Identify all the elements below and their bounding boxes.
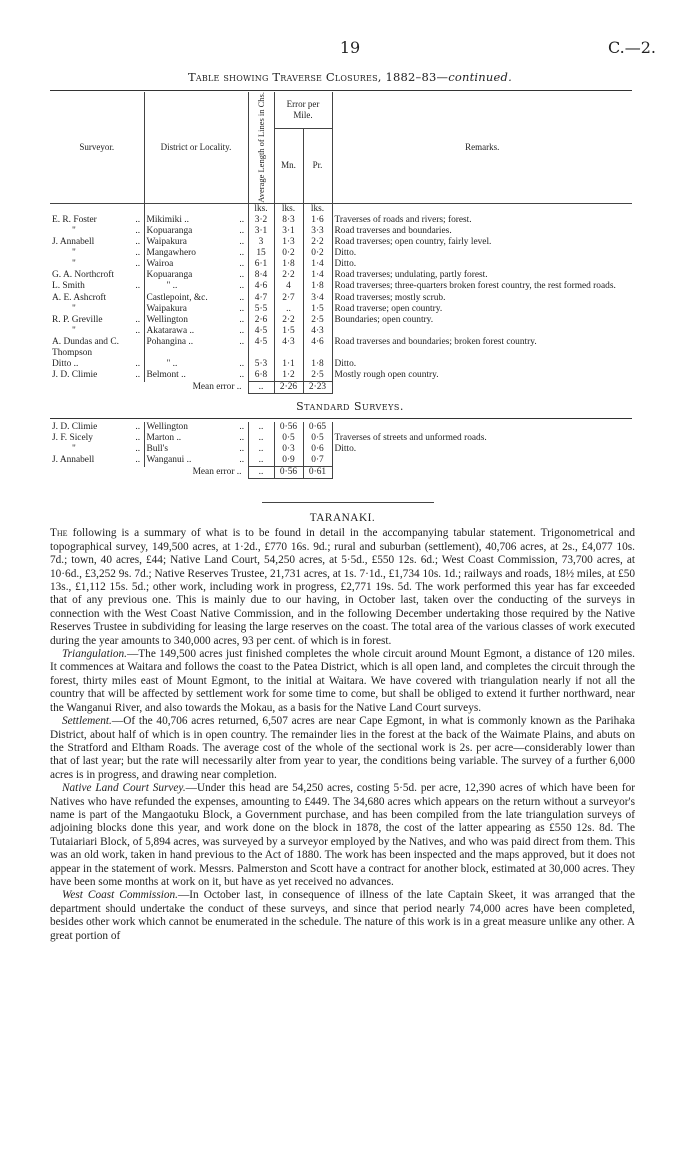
cell-surveyor: J. D. Climie [52,370,98,381]
cell-surveyor: R. P. Greville [52,314,103,325]
cell-surveyor: " [72,325,76,336]
cell-remarks: Ditto. [332,248,632,259]
col-surveyor: Surveyor. [50,92,144,203]
cell-remarks: Traverses of roads and rivers; forest. [332,215,632,226]
cell-pr: 2·2 [303,237,332,248]
cell-avg: .. [248,433,274,444]
std-mean-label: Mean error .. [192,466,242,477]
cell-dd: .. [239,433,245,444]
cell-remarks: Road traverses; undulating, partly forest. [332,270,632,281]
cell-dd: .. [239,422,245,432]
cell-remarks: Road traverses; three-quarters broken forest country, the rest formed roads. [332,281,632,292]
table-row [50,203,632,215]
table-row [50,455,632,467]
cell-sd: .. [135,455,141,466]
cell-remarks: Traverses of streets and unformed roads. [332,433,632,444]
cell-mn: 2·7 [274,293,303,304]
cell-avg: 4·5 [248,326,274,337]
cell-avg: 4·7 [248,293,274,304]
cell-district: " .. [144,359,236,370]
section-divider [262,502,434,503]
cell-remarks: Boundaries; open country. [332,315,632,326]
cell-mn: 1·3 [274,237,303,248]
cell-pr: 1·6 [303,215,332,226]
standard-top-rule [50,418,632,419]
table-top-rule [50,90,632,91]
cell-dd: .. [239,292,245,303]
table-row [50,226,632,237]
cell-mn: 1·2 [274,370,303,382]
cell-sd: .. [135,422,141,432]
cell-surveyor: G. A. Northcroft [52,270,114,281]
cell-pr: 1·4 [303,270,332,281]
std-mean-avg: .. [248,467,274,479]
cell-remarks: Mostly rough open country. [332,370,632,382]
cell-surveyor: E. R. Foster [52,214,97,225]
cell-surveyor: " [72,248,76,259]
cell-mn: 0·56 [274,422,303,433]
cell-avg: .. [248,444,274,455]
table-row [50,293,632,304]
cell-district [144,203,236,215]
table-row [50,304,632,315]
document-reference: C.—2. [607,38,656,57]
cell-dd: .. [239,270,245,281]
cell-avg: 2·6 [248,315,274,326]
table-row [50,370,632,382]
col-average-length [248,92,274,203]
cell-remarks [332,422,632,433]
cell-sd: .. [135,214,141,225]
cell-mn: 2·2 [274,270,303,281]
cell-surveyor: A. Dundas and C. Thompson [52,336,119,359]
standard-mean-row [50,467,632,479]
std-mean-pr: 0·61 [303,467,332,479]
cell-surveyor: A. E. Ashcroft [52,292,107,303]
cell-dd: .. [239,325,245,336]
cell-district: Kopuaranga [144,270,236,281]
cell-remarks [332,203,632,215]
table-row [50,422,632,433]
cell-district: Belmont .. [144,370,236,382]
cell-pr: 1·8 [303,281,332,292]
cell-pr: 2·5 [303,315,332,326]
cell-pr: 0·6 [303,444,332,455]
cell-district: Pohangina .. [144,337,236,359]
cell-mn: 4·3 [274,337,303,359]
cell-sd: .. [135,237,141,248]
cell-mn: 1·8 [274,259,303,270]
cell-avg: 3 [248,237,274,248]
mean-pr: 2·23 [303,382,332,394]
cell-remarks: Road traverses and boundaries. [332,226,632,237]
cell-sd [132,293,144,304]
cell-mn: 4 [274,281,303,292]
cell-dd [236,203,248,215]
cell-sd: .. [135,248,141,259]
cell-district: Wanganui .. [144,455,236,467]
table-title [0,70,700,84]
table-row [50,359,632,370]
cell-sd [132,203,144,215]
cell-sd: .. [135,259,141,270]
col-mn: Mn. [274,129,303,204]
cell-remarks [332,326,632,337]
cell-avg: .. [248,422,274,433]
cell-district: Mikimiki .. [144,215,236,226]
cell-surveyor: " [72,259,76,270]
cell-pr: 4·3 [303,326,332,337]
cell-surveyor: J. Annabell [52,237,95,248]
cell-sd [132,337,144,359]
table-row [50,259,632,270]
cell-district: Mangawhero [144,248,236,259]
col-average-length-label: Average Length of Lines in Chs. [255,92,266,203]
cell-mn: 1·5 [274,326,303,337]
cell-pr: 1·5 [303,304,332,315]
cell-pr: 0·65 [303,422,332,433]
cell-district: Kopuaranga [144,226,236,237]
standard-rows [50,422,632,467]
cell-surveyor: J. Annabell [52,455,95,466]
traverse-rows [50,203,632,382]
mean-label: Mean error .. [192,381,242,392]
table-title-prefix: Table showing Traverse Closures, 1882–83— [188,70,449,84]
cell-sd: .. [135,370,141,381]
cell-dd: .. [239,237,245,248]
cell-district: Waipakura [144,237,236,248]
col-remarks: Remarks. [332,92,632,203]
cell-mn: 1·1 [274,359,303,370]
cell-district: Wairoa [144,259,236,270]
cell-mn: 3·1 [274,226,303,237]
cell-dd: .. [239,225,245,236]
cell-sd: .. [135,225,141,236]
cell-remarks: Ditto. [332,359,632,370]
cell-avg: lks. [248,203,274,215]
cell-remarks: Ditto. [332,259,632,270]
table-row [50,215,632,226]
cell-surveyor: L. Smith [52,281,85,292]
cell-surveyor: " [72,444,76,455]
cell-pr: 1·8 [303,359,332,370]
cell-dd: .. [239,314,245,325]
cell-sd: .. [135,444,141,455]
table-row [50,281,632,292]
cell-dd: .. [239,259,245,270]
cell-avg: 4·6 [248,281,274,292]
cell-avg: 5·5 [248,304,274,315]
standard-surveys-title: Standard Surveys. [296,400,404,413]
table-row [50,444,632,455]
cell-district: Wellington [144,315,236,326]
cell-remarks [332,455,632,467]
cell-sd [132,304,144,315]
cell-avg: 15 [248,248,274,259]
cell-mn: 2·2 [274,315,303,326]
table-row [50,433,632,444]
traverse-mean-row [50,382,632,394]
cell-surveyor: Ditto .. [52,359,79,370]
taranaki-paragraph-settlement: Settlement.—Of the 40,706 acres returned, 6,507 acres are near Cape Egmont, in what is commonly known as the Parihaka District, about half of which is in open country. The remainder lies in the forest at the back of the Waimate Plains, and abuts on the Stratford and Eltham Roads. The average cost of the whole of the sectional work is 2s. per acre—considerably lower than that of last year; but the rate will necessarily alter from year to year, the conditions being variable. The survey of a further 6,000 acres is in progress, and drawing near completion. [50,715,635,781]
cell-district: Bull's [144,444,236,455]
cell-avg: 6·8 [248,370,274,382]
cell-surveyor: " [72,225,76,236]
traverse-closures-table [50,92,632,394]
cell-district: Castlepoint, &c. [144,293,236,304]
cell-remarks: Road traverses and boundaries; broken forest country. [332,337,632,359]
std-mean-mn: 0·56 [274,467,303,479]
cell-dd: .. [239,455,245,466]
cell-pr: 1·4 [303,259,332,270]
cell-district: Marton .. [144,433,236,444]
cell-mn: 8·3 [274,215,303,226]
cell-surveyor: " [72,303,76,314]
cell-dd: .. [239,248,245,259]
cell-remarks: Road traverses; mostly scrub. [332,293,632,304]
cell-sd: .. [135,359,141,370]
cell-sd: .. [135,325,141,336]
cell-avg: 4·5 [248,337,274,359]
cell-avg: 5·3 [248,359,274,370]
cell-pr: 3·3 [303,226,332,237]
cell-district: " .. [144,281,236,292]
cell-pr: 0·2 [303,248,332,259]
cell-mn: lks. [274,203,303,215]
cell-sd: .. [135,314,141,325]
cell-pr: 4·6 [303,337,332,359]
cell-avg: 3·2 [248,215,274,226]
cell-pr: 3·4 [303,293,332,304]
table-row [50,326,632,337]
cell-dd: .. [239,303,245,314]
cell-avg: .. [248,455,274,467]
taranaki-paragraph-summary: The following is a summary of what is to be found in detail in the accompanying tabular statement. Trigonometrical and topographical survey, 149,500 acres, at 1·2d., £770 16s. 9d.; rural and suburban (settlement), 40,706 acres, at 2s., £4,077 10s. 7d.; town, 40 acres, £44; Native Land Court, 54,250 acres, at 5·5d., £550 12s. 6d.; West Coast Commission, 73,700 acres, at 10·6d., £3,252 9s. 7d.; Native Reserves Trustee, 21,731 acres, at 1s. 7·1d., £1,734 10s. 1d.; railways and roads, 18½ miles, at £50 13s., £1,112 15s. 5d.; other work, including work in progress, £2,771 19s. 5d. The work performed this year has far exceeded that of any previous one. This is mainly due to our having, in October last, taken over the conducting of the surveys in connection with the West Coast Native Commission, and in the following December undertaking those required by the Native Reserves Trustee in subdividing for leasing the large reserves on the coast. The total area of the various classes of work executed during the year amounts to 340,000 acres, 93 per cent. of which is in forest. [50,527,635,647]
cell-sd: .. [135,281,141,292]
cell-dd: .. [239,359,245,370]
cell-district: Waipakura [144,304,236,315]
cell-remarks: Ditto. [332,444,632,455]
cell-pr: lks. [303,203,332,215]
cell-remarks: Road traverses; open country, fairly level. [332,237,632,248]
cell-mn: 0·5 [274,433,303,444]
cell-sd: .. [135,433,141,444]
taranaki-paragraph-native-land-court: Native Land Court Survey.—Under this head are 54,250 acres, costing 5·5d. per acre, 12,390 acres of which have been for Natives who have refunded the expenses, amounting to £449. The 34,680 acres which appears on the return without a surveyor's name is part of the Mangaotuku Block, a Government purchase, and has been compiled from the late triangulation surveys of adjoining blocks done this year, and work done on the block in 1878, the cost of the latter appearing as £550 12s. 8d. The Tutaiariari Block, of 5,894 acres, was surveyed by a surveyor employed by the Natives, and who was paid direct from them. This was an old work, taken in hand previous to the Act of 1880. The work has been inspected and the maps approved, but it does not appear in the statement of work. Messrs. Palmerston and Scott have a contract for another block, estimated at 30,000 acres. They have been some months at work on it, but have as yet received no advances. [50,782,635,888]
cell-pr: 0·7 [303,455,332,467]
cell-mn: 0·3 [274,444,303,455]
table-row [50,337,632,359]
taranaki-paragraph-triangulation: Triangulation.—The 149,500 acres just finished completes the whole circuit around Mount Egmont, a distance of 120 miles. It commences at Waitara and follows the coast to the Patea District, which is all open land, and completes the circuit through the forest, thirty miles east of Mount Egmont, to the initial at Waitara. We have covered with triangulation nearly if not all the country that will be affected by settlement work for some time to come, but shall be obliged to extend it further northward, near the Wanganui River, and also towards the Mokau, as a basis for the Native Land Court surveys. [50,648,635,714]
cell-pr: 0·5 [303,433,332,444]
cell-district: Akatarawa .. [144,326,236,337]
cell-surveyor: J. F. Sicely [52,433,93,444]
cell-pr: 2·5 [303,370,332,382]
cell-mn: .. [274,304,303,315]
taranaki-heading: TARANAKI. [309,512,376,524]
cell-district: Wellington [144,422,236,433]
table-row [50,315,632,326]
table-row [50,237,632,248]
mean-mn: 2·26 [274,382,303,394]
col-district: District or Locality. [144,92,248,203]
cell-dd: .. [239,370,245,381]
cell-surveyor: J. D. Climie [52,422,98,432]
cell-surveyor [50,203,132,215]
col-pr: Pr. [303,129,332,204]
cell-mn: 0·2 [274,248,303,259]
cell-avg: 6·1 [248,259,274,270]
taranaki-paragraph-west-coast: West Coast Commission.—In October last, in consequence of illness of the late Captain Skeet, it was arranged that the department should undertake the conduct of these surveys, and since that period nearly 74,000 acres have been completed, besides other work which cannot be enumerated in the schedule. The nature of this work is in a great measure unlike any other. A great portion of [50,889,635,942]
col-error-per-mile: Error per Mile. [274,92,332,129]
table-title-suffix: continued. [448,70,512,84]
cell-avg: 8·4 [248,270,274,281]
cell-remarks: Road traverse; open country. [332,304,632,315]
page-number: 19 [339,38,361,57]
table-row [50,248,632,259]
cell-dd: .. [239,444,245,455]
cell-sd [132,270,144,281]
standard-surveys-table [50,422,632,479]
mean-avg: .. [248,382,274,394]
cell-dd: .. [239,336,245,347]
cell-mn: 0·9 [274,455,303,467]
taranaki-section [50,512,635,943]
table-row [50,270,632,281]
cell-dd: .. [239,281,245,292]
cell-dd: .. [239,214,245,225]
cell-avg: 3·1 [248,226,274,237]
